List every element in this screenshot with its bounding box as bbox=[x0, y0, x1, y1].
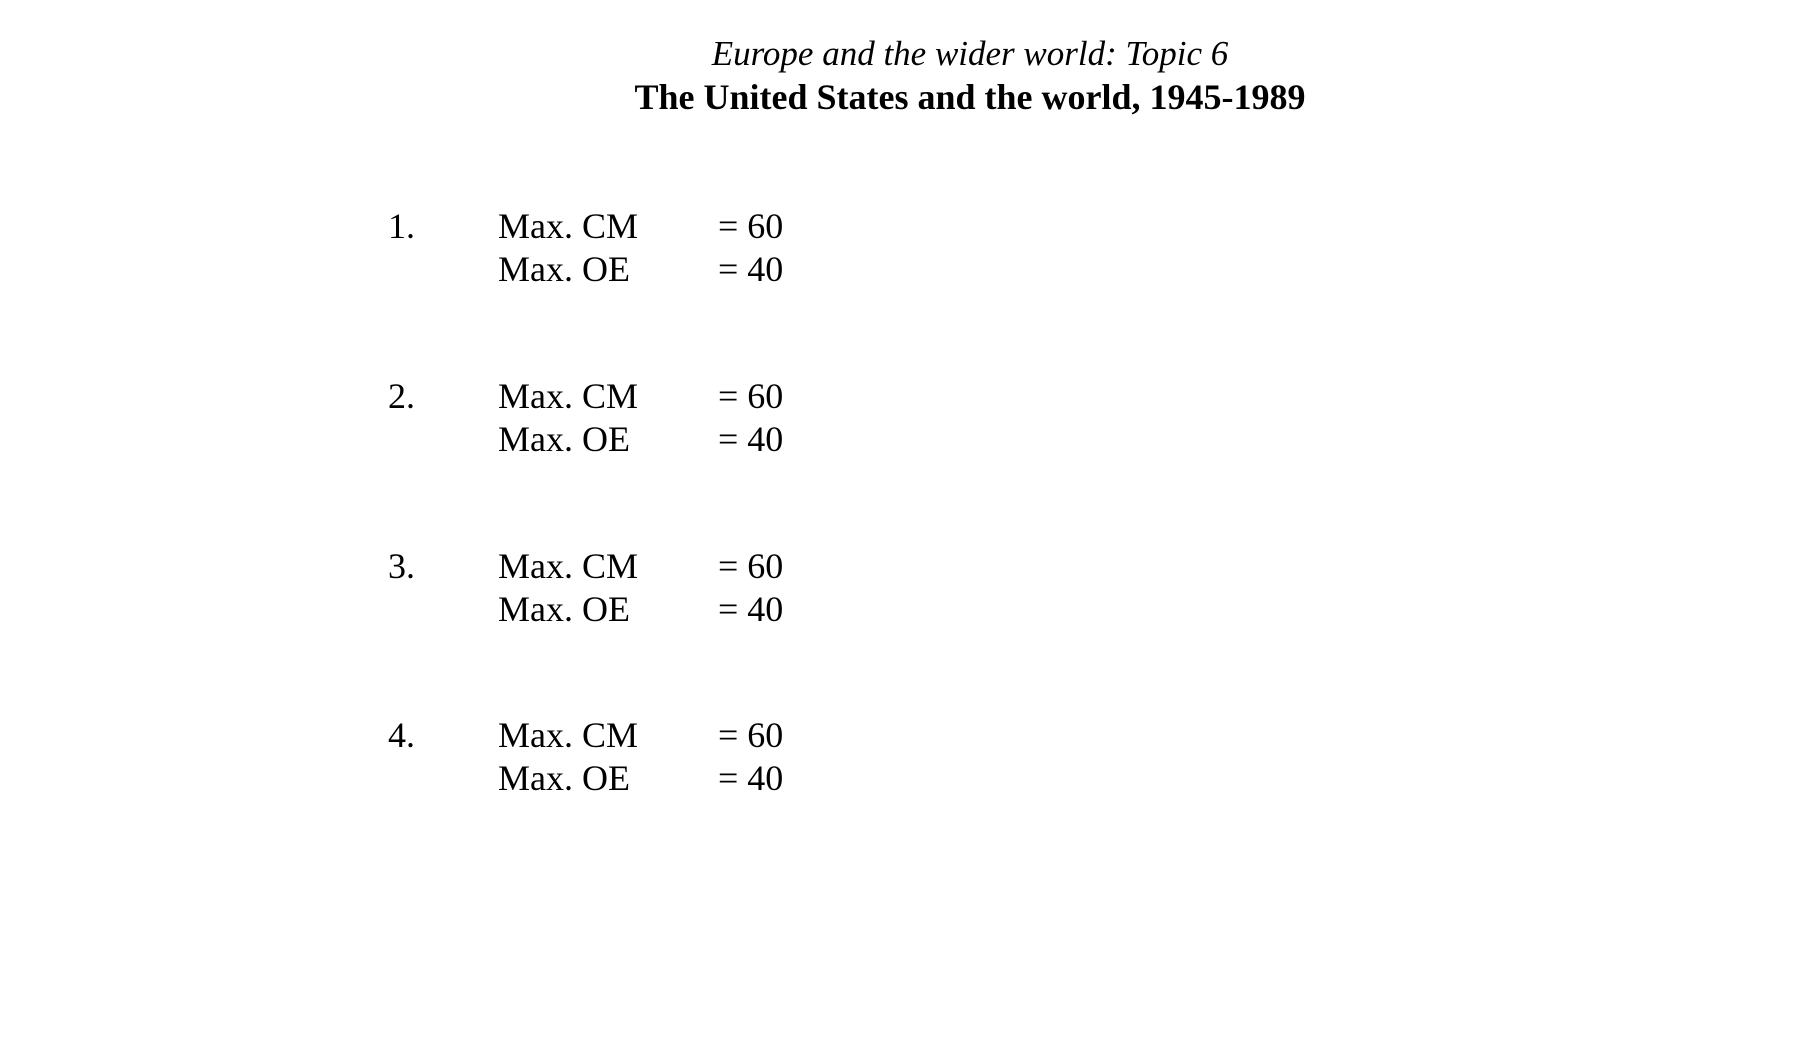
max-oe-value: = 40 bbox=[718, 758, 784, 798]
question-item-3 bbox=[0, 545, 900, 635]
question-number: 3. bbox=[388, 546, 415, 586]
max-oe-label: Max. OE bbox=[498, 249, 630, 289]
question-item-4 bbox=[0, 714, 900, 804]
document-subtitle: Europe and the wider world: Topic 6 bbox=[711, 34, 1229, 73]
question-item-1 bbox=[0, 205, 900, 295]
max-oe-value: = 40 bbox=[718, 249, 784, 289]
question-number: 1. bbox=[388, 206, 415, 246]
max-cm-label: Max. CM bbox=[498, 546, 639, 586]
max-oe-label: Max. OE bbox=[498, 419, 630, 459]
max-cm-value: = 60 bbox=[718, 546, 784, 586]
document-title: The United States and the world, 1945-1989 bbox=[634, 77, 1306, 117]
max-oe-value: = 40 bbox=[718, 589, 784, 629]
max-cm-label: Max. CM bbox=[498, 715, 639, 755]
question-item-2 bbox=[0, 375, 900, 465]
question-number: 2. bbox=[388, 376, 415, 416]
question-number: 4. bbox=[388, 715, 415, 755]
max-cm-label: Max. CM bbox=[498, 376, 639, 416]
max-cm-label: Max. CM bbox=[498, 206, 639, 246]
max-cm-value: = 60 bbox=[718, 376, 784, 416]
max-oe-label: Max. OE bbox=[498, 589, 630, 629]
max-cm-value: = 60 bbox=[718, 206, 784, 246]
max-cm-value: = 60 bbox=[718, 715, 784, 755]
max-oe-label: Max. OE bbox=[498, 758, 630, 798]
max-oe-value: = 40 bbox=[718, 419, 784, 459]
